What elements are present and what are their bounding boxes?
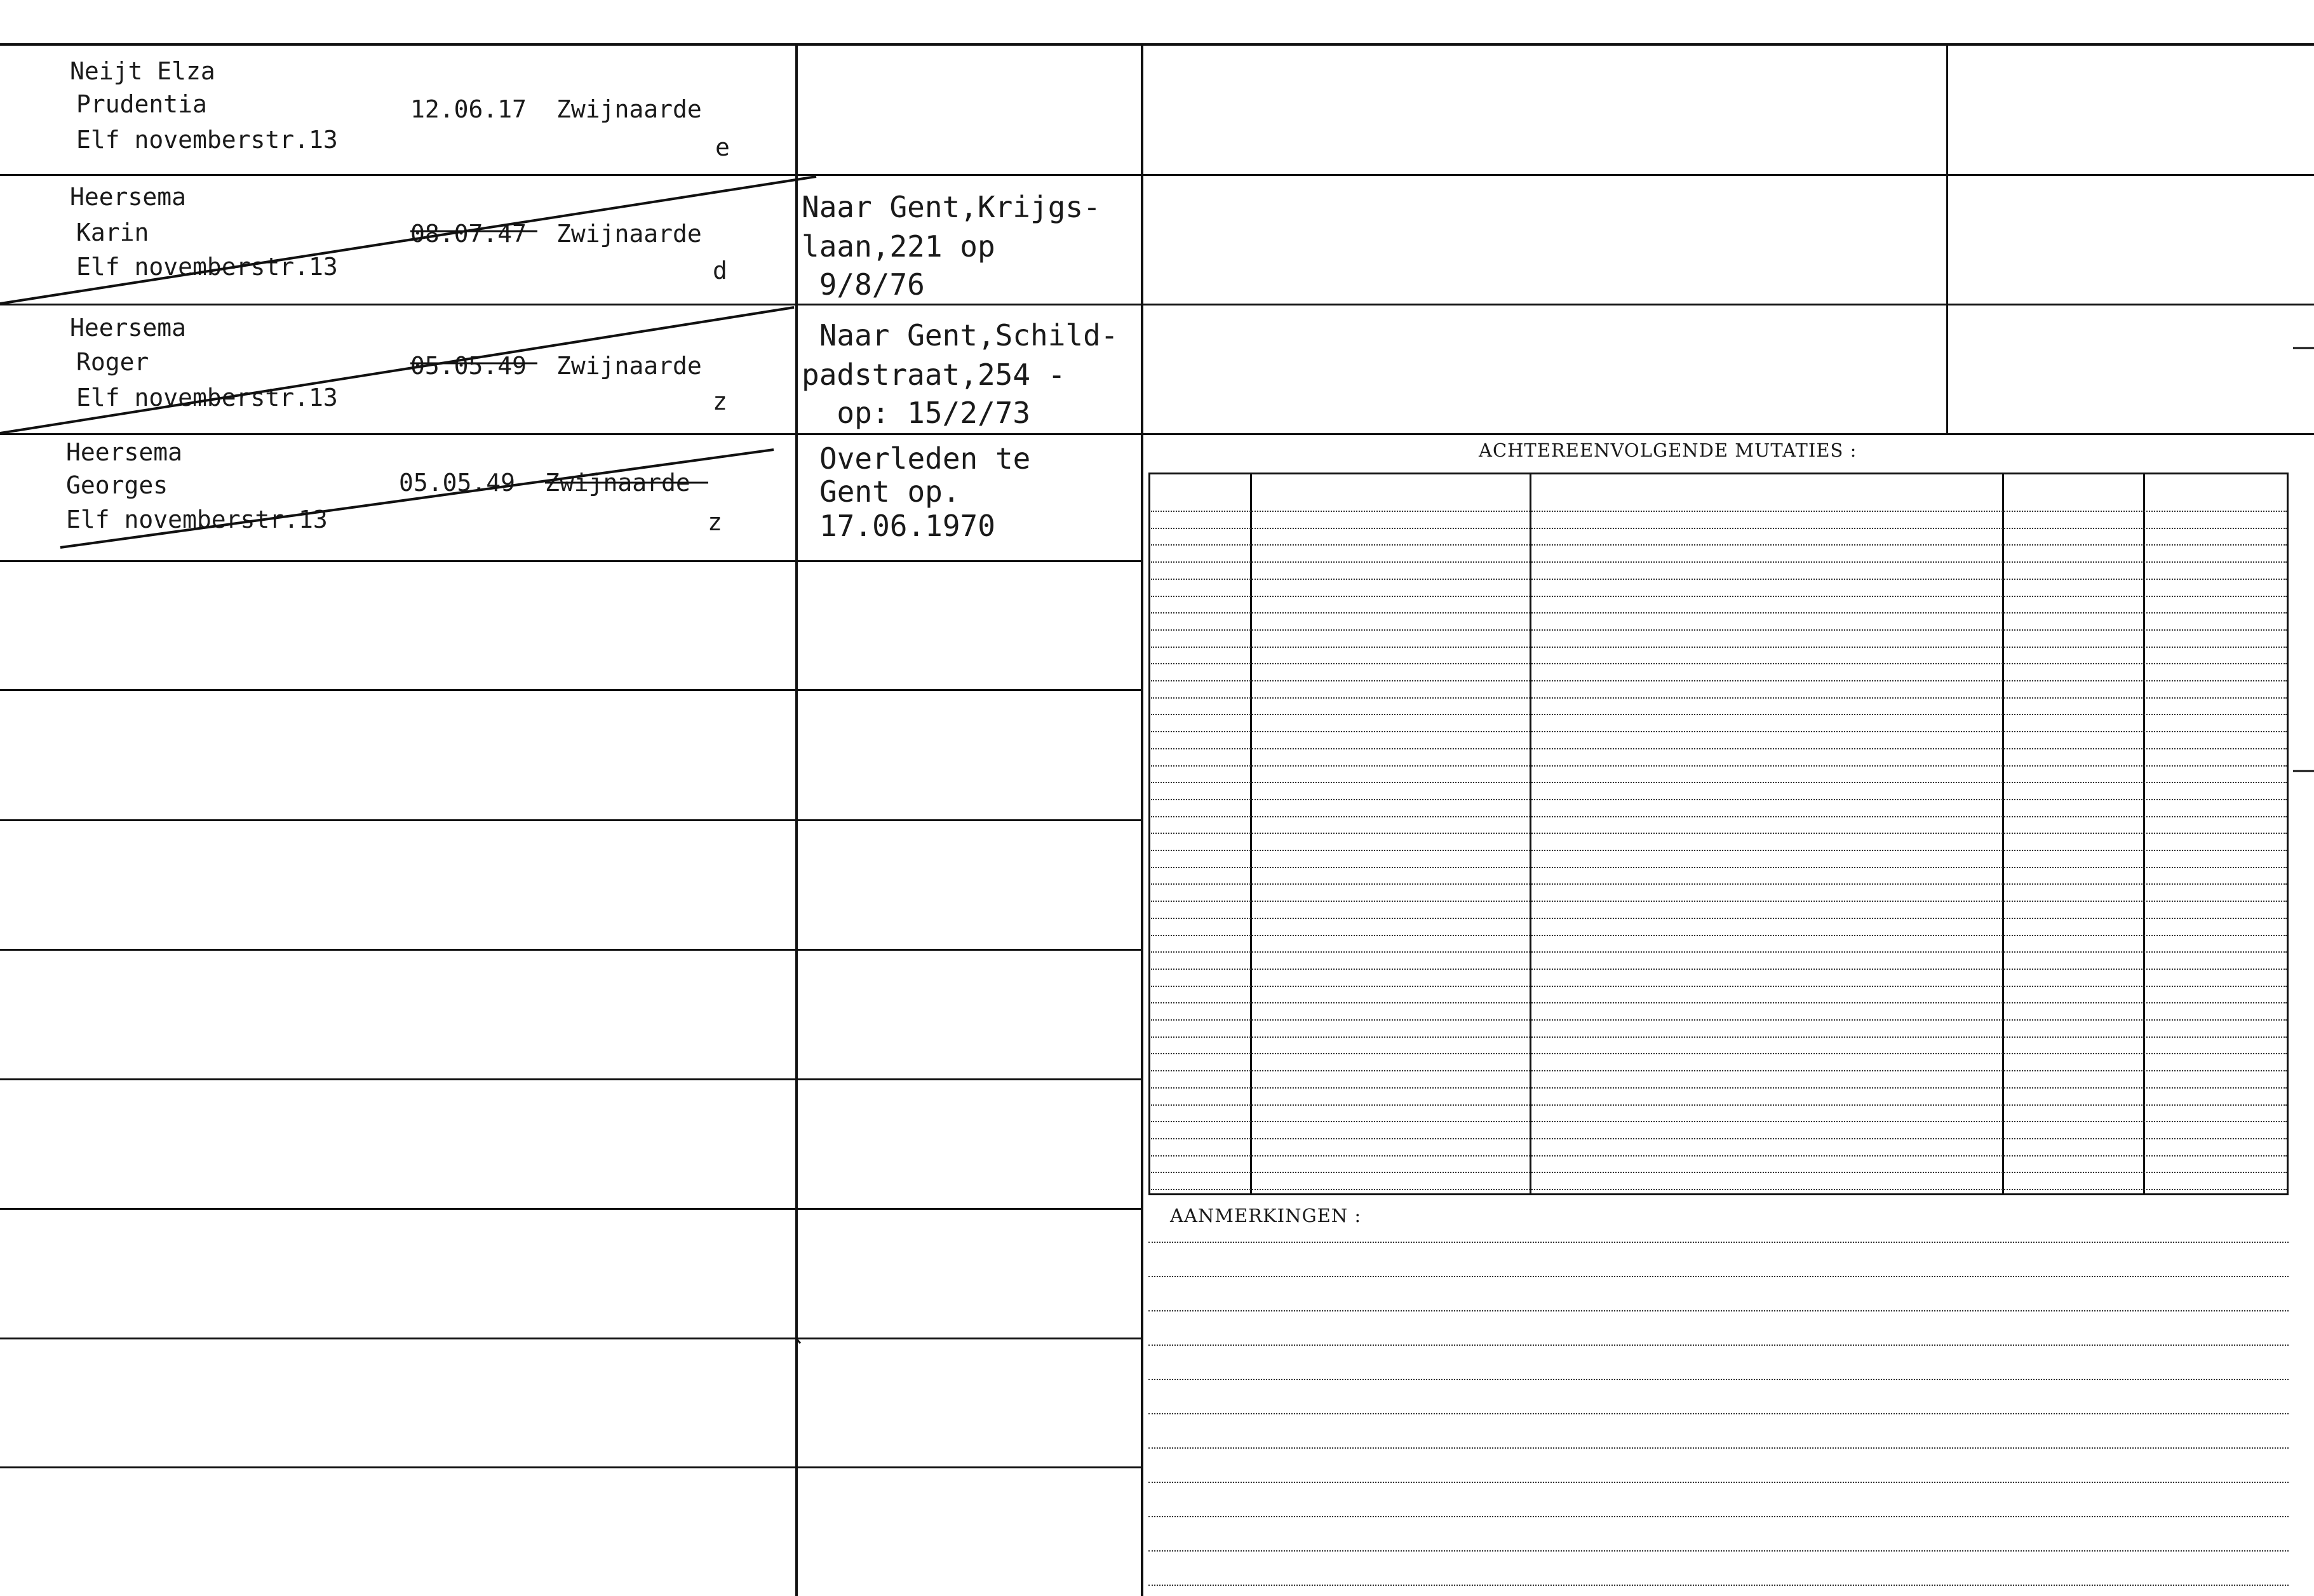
entry-remark-line: Gent op. (819, 474, 960, 509)
entry-birth-date: 05.05.49 (399, 469, 516, 497)
entry-birth-date: 12.06.17 (410, 95, 527, 123)
entry-address: Elf novemberstr.13 (76, 253, 338, 281)
entry-remark-line: 9/8/76 (802, 267, 925, 302)
strike-diagonal (0, 177, 816, 304)
entry-surname: Heersema (66, 438, 183, 466)
entry-remark-line: Naar Gent,Schild- (802, 318, 1119, 352)
entry-remark-line: 17.06.1970 (819, 509, 995, 543)
entry-address: Elf novemberstr.13 (76, 126, 338, 154)
entry-surname: Heersema (70, 183, 187, 211)
remarks-heading: AANMERKINGEN : (1170, 1205, 1362, 1226)
entry-code: d (713, 257, 727, 285)
entry-given-name: Roger (76, 348, 149, 376)
entry-birth-place: Zwijnaarde (556, 95, 702, 123)
entry-birth-place: Zwijnaarde (556, 220, 702, 248)
entry-birth-date: 08.07.47 (410, 220, 527, 248)
entry-remark-line: op: 15/2/73 (802, 396, 1031, 430)
entry-remark-line: Naar Gent,Krijgs- (802, 190, 1101, 224)
entry-birth-place: Zwijnaarde (556, 352, 702, 380)
entry-birth-place: Zwijnaarde (545, 469, 690, 497)
entry-remark-line: laan,221 op (802, 229, 995, 264)
entry-surname: Neijt Elza (70, 57, 215, 85)
entry-surname: Heersema (70, 314, 187, 342)
entry-birth-date: 05.05.49 (410, 352, 527, 380)
entry-given-name: Karin (76, 218, 149, 246)
mutations-heading: ACHTEREENVOLGENDE MUTATIES : (1479, 439, 1857, 461)
remark-column-strike (795, 1338, 800, 1343)
entry-address: Elf novemberstr.13 (76, 384, 338, 412)
entry-given-name: Georges (66, 471, 168, 499)
entry-code: z (708, 508, 722, 536)
entry-given-name: Prudentia (76, 90, 207, 118)
entry-code: e (715, 133, 730, 161)
entry-address: Elf novemberstr.13 (66, 506, 328, 533)
strike-diagonal (0, 307, 794, 433)
entry-remark-line: Overleden te (819, 441, 1031, 476)
strike-diagonal (60, 450, 774, 547)
entry-code: z (713, 387, 727, 415)
entry-remark-line: padstraat,254 - (802, 358, 1066, 392)
